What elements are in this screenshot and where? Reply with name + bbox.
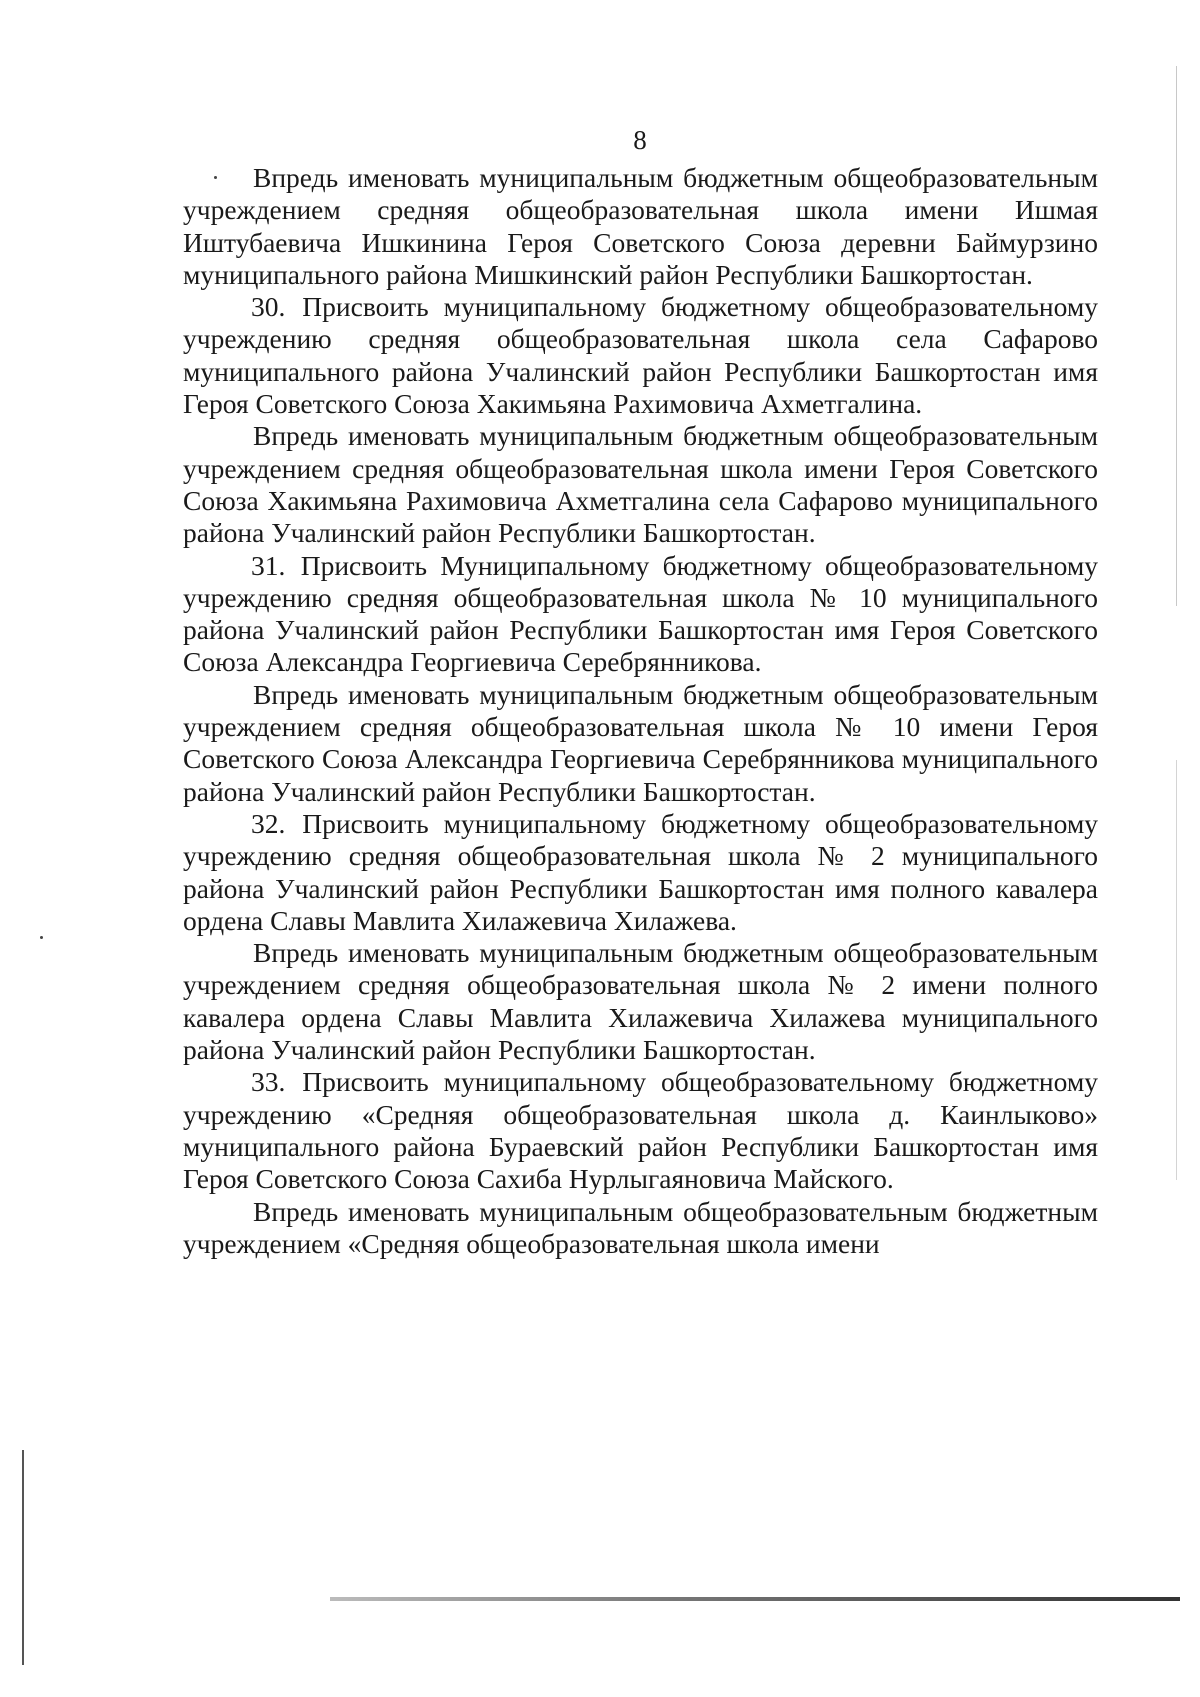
item-number: 33. [251,1066,286,1098]
scan-edge-line [1176,66,1177,606]
page-number: 8 [633,125,647,155]
paragraph [183,420,1098,549]
paragraph [183,162,1098,291]
paragraph [183,1196,1098,1261]
paragraph [183,550,1098,679]
paragraph-text: Впредь именовать муниципальным бюджетным общеобразовательным учреждением средняя общеобразовательная школа имени Ишмая Иштубаевича Ишкинина Героя Советского Союза деревни Баймурзино муниципального района Мишкинский район Республики Башкортостан. [183,162,1098,290]
paragraph-text: Присвоить муниципальному бюджетному общеобразовательному учреждению средняя общеобразовательная школа села Сафарово муниципального района Учалинский район Республики Башкортостан имя Героя Советского Союза Хакимьяна Рахимовича Ахметгалина. [183,291,1098,420]
paragraph [183,679,1098,808]
scan-speck [40,936,43,939]
item-number: 32. [251,807,286,839]
paragraph-text: Впредь именовать муниципальным бюджетным общеобразовательным учреждением средняя общеобразовательная школа имени Героя Советского Союза Хакимьяна Рахимовича Ахметгалина села Сафарово муниципального района Учалинский район Республики Башкортостан. [183,420,1098,549]
paragraph [183,808,1098,937]
scan-edge-line [1176,760,1177,1180]
paragraph-text: Присвоить Муниципальному бюджетному общеобразовательному учреждению средняя общеобразовательная школа № 10 муниципального района Учалинский район Республики Башкортостан имя Героя Советского Союза Александра Георгиевича Серебрянникова. [183,549,1098,678]
paragraph-text: Впредь именовать муниципальным общеобразовательным бюджетным учреждением «Средняя общеобразовательная школа имени [183,1195,1098,1259]
paragraph-text: Впредь именовать муниципальным бюджетным общеобразовательным учреждением средняя общеобразовательная школа № 2 имени полного кавалера ордена Славы Мавлита Хилажевича Хилажева муниципального района Учалинский район Республики Башкортостан. [183,937,1098,1066]
paragraph [183,937,1098,1066]
scan-edge-line [330,1597,1180,1601]
item-number: 31. [251,549,286,581]
paragraph [183,291,1098,420]
item-number: 30. [251,291,286,323]
document-body [183,162,1098,1260]
paragraph [183,1066,1098,1195]
scan-edge-line [22,1450,24,1665]
paragraph-text: Впредь именовать муниципальным бюджетным общеобразовательным учреждением средняя общеобразовательная школа № 10 имени Героя Советского Союза Александра Георгиевича Серебрянникова муниципального района Учалинский район Республики Башкортостан. [183,678,1098,807]
scan-speck [214,176,217,179]
paragraph-text: Присвоить муниципальному бюджетному общеобразовательному учреждению средняя общеобразовательная школа № 2 муниципального района Учалинский район Республики Башкортостан имя полного кавалера ордена Славы Мавлита Хилажевича Хилажева. [183,807,1098,936]
paragraph-text: Присвоить муниципальному общеобразовательному бюджетному учреждению «Средняя общеобразовательная школа д. Каинлыково» муниципального района Бураевский район Республики Башкортостан имя Героя Советского Союза Сахиба Нурлыгаяновича Майского. [183,1066,1098,1195]
